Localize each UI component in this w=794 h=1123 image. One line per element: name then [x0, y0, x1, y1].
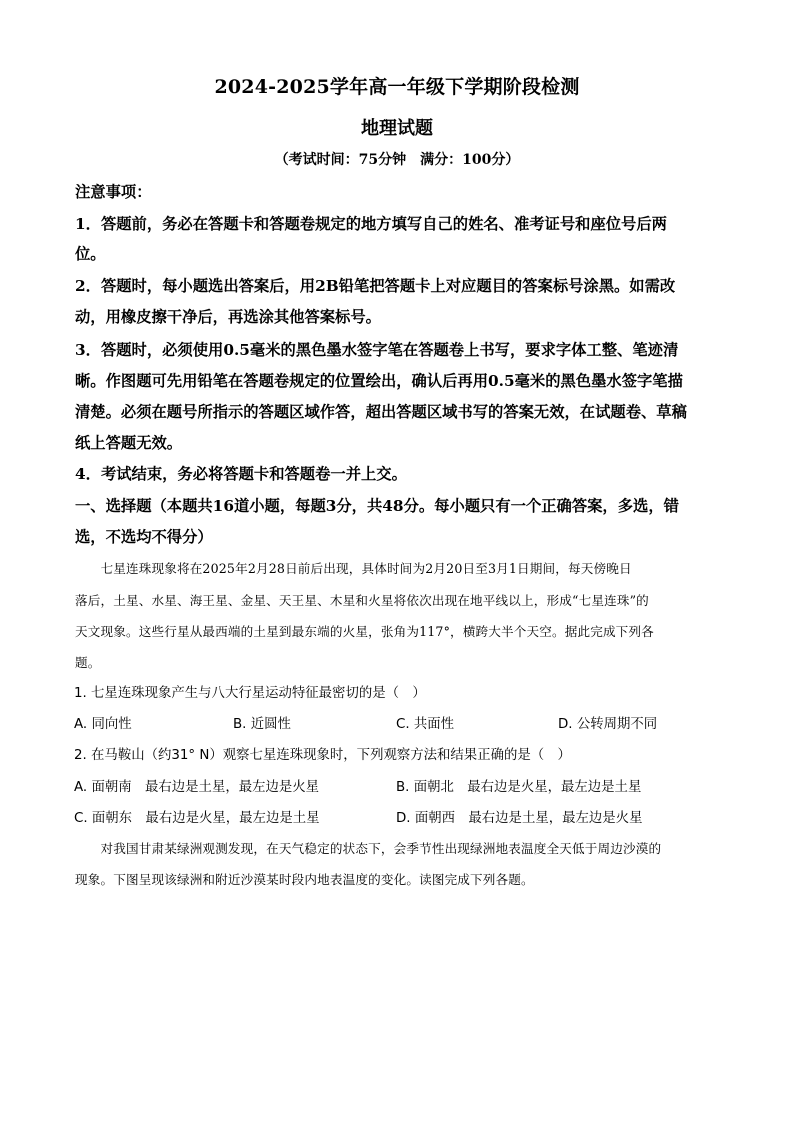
option-d: D. 公转周期不同 — [558, 717, 658, 732]
passage-line: 现象。下图呈现该绿洲和附近沙漠某时段内地表温度的变化。读图完成下列各题。 — [75, 872, 534, 887]
notes-line: 动，用橡皮擦干净后，再选涂其他答案标号。 — [75, 308, 381, 326]
exam-title: 2024-2025学年高一年级下学期阶段检测 — [214, 76, 580, 98]
option-b: B. 近圆性 — [233, 717, 291, 732]
notes-line: 位。 — [75, 245, 106, 263]
passage-line: 七星连珠现象将在2025年2月28日前后出现，具体时间为2月20日至3月1日期间，每天傍晚日 — [75, 561, 632, 576]
notes-line: 1．答题前，务必在答题卡和答题卷规定的地方填写自己的姓名、准考证号和座位号后两 — [75, 215, 667, 233]
notes-line: 3．答题时，必须使用0.5毫米的黑色墨水签字笔在答题卷上书写，要求字体工整、笔迹清 — [75, 341, 679, 359]
section-heading: 选，不选均不得分） — [75, 528, 213, 546]
option-c: C. 面朝东 最右边是火星，最左边是土星 — [74, 811, 320, 826]
passage-line: 题。 — [75, 655, 101, 670]
question-stem: 1. 七星连珠现象产生与八大行星运动特征最密切的是（ ） — [74, 686, 426, 701]
exam-info: （考试时间：75分钟 满分：100分） — [274, 152, 520, 168]
option-b: B. 面朝北 最右边是火星，最左边是土星 — [396, 780, 642, 795]
notes-line: 纸上答题无效。 — [75, 434, 183, 452]
passage-line: 落后，土星、水星、海王星、金星、天王星、木星和火星将依次出现在地平线以上，形成“七星连珠”的 — [75, 593, 649, 608]
option-d: D. 面朝西 最右边是土星，最左边是火星 — [396, 811, 643, 826]
passage-line: 天文现象。这些行星从最西端的土星到最东端的火星，张角为117°，横跨大半个天空。据此完成下列各 — [75, 624, 654, 639]
option-c: C. 共面性 — [396, 717, 455, 732]
notes-line: 清楚。必须在题号所指示的答题区域作答，超出答题区域书写的答案无效，在试题卷、草稿 — [75, 403, 687, 421]
question-stem: 2. 在马鞍山（约31° N）观察七星连珠现象时，下列观察方法和结果正确的是（ ） — [74, 748, 571, 763]
subject-title: 地理试题 — [361, 118, 433, 139]
option-a: A. 面朝南 最右边是土星，最左边是火星 — [74, 780, 320, 795]
notes-line: 4．考试结束，务必将答题卡和答题卷一并上交。 — [75, 465, 407, 483]
notes-line: 2．答题时，每小题选出答案后，用2B铅笔把答题卡上对应题目的答案标号涂黑。如需改 — [75, 277, 676, 295]
passage-line: 对我国甘肃某绿洲观测发现，在天气稳定的状态下，会季节性出现绿洲地表温度全天低于周边沙漠的 — [75, 841, 662, 856]
section-heading: 一、选择题（本题共16道小题，每题3分，共48分。每小题只有一个正确答案，多选，错 — [75, 497, 679, 515]
notes-heading: 注意事项： — [75, 183, 152, 201]
option-a: A. 同向性 — [74, 717, 132, 732]
notes-line: 晰。作图题可先用铅笔在答题卷规定的位置绘出，确认后再用0.5毫米的黑色墨水签字笔描 — [75, 372, 683, 390]
